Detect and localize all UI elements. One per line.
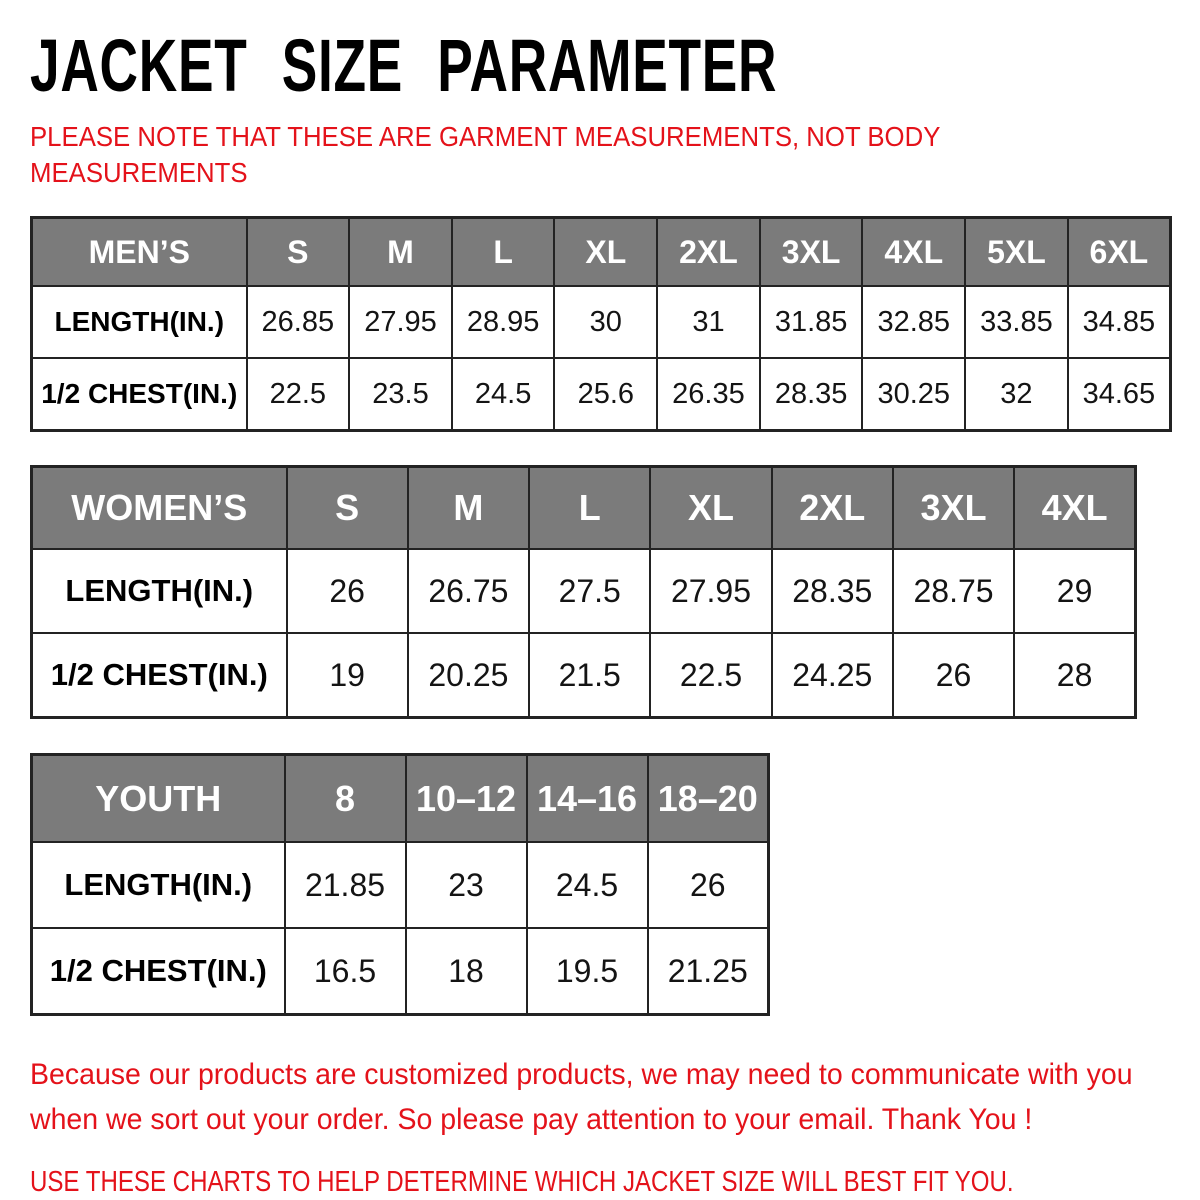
size-value-cell: 29	[1014, 549, 1135, 633]
size-value-cell: 28.75	[893, 549, 1014, 633]
size-value-cell: 27.95	[650, 549, 771, 633]
size-value-cell: 24.5	[527, 842, 648, 928]
table-title-cell: MEN’S	[32, 218, 247, 287]
size-value-cell: 23.5	[349, 358, 452, 431]
customization-notice-line-1: Because our products are customized products, we may need to communicate with you	[30, 1058, 1133, 1092]
size-column-header: XL	[554, 218, 657, 287]
size-value-cell: 20.25	[408, 633, 529, 718]
size-value-cell: 22.5	[650, 633, 771, 718]
size-column-header: XL	[650, 467, 771, 550]
header-row	[32, 755, 769, 843]
size-value-cell: 26.85	[247, 286, 350, 358]
size-column-header: 10–12	[406, 755, 527, 843]
size-value-cell: 28	[1014, 633, 1135, 718]
size-column-header: 2XL	[772, 467, 893, 550]
size-value-cell: 19.5	[527, 928, 648, 1015]
size-column-header: M	[349, 218, 452, 287]
header-row	[32, 218, 1171, 287]
table-row	[32, 549, 1136, 633]
size-value-cell: 26.35	[657, 358, 760, 431]
table-row	[32, 842, 769, 928]
table-title-cell: YOUTH	[32, 755, 285, 843]
page-title: JACKET SIZE PARAMETER	[30, 24, 778, 107]
size-column-header: L	[529, 467, 650, 550]
size-value-cell: 27.95	[349, 286, 452, 358]
size-value-cell: 21.5	[529, 633, 650, 718]
size-column-header: 4XL	[862, 218, 965, 287]
size-value-cell: 16.5	[285, 928, 406, 1015]
garment-measurement-note	[30, 119, 1172, 193]
table-row	[32, 928, 769, 1015]
size-value-cell: 26	[648, 842, 769, 928]
row-label: LENGTH(IN.)	[32, 549, 287, 633]
womens-size-table	[30, 465, 1137, 719]
size-column-header: 5XL	[965, 218, 1068, 287]
size-value-cell: 31.85	[760, 286, 863, 358]
size-column-header: S	[287, 467, 408, 550]
size-value-cell: 34.85	[1068, 286, 1171, 358]
size-value-cell: 30.25	[862, 358, 965, 431]
size-column-header: 14–16	[527, 755, 648, 843]
size-value-cell: 32	[965, 358, 1068, 431]
size-value-cell: 19	[287, 633, 408, 718]
size-value-cell: 26	[287, 549, 408, 633]
youth-size-table	[30, 753, 770, 1016]
row-label: 1/2 CHEST(IN.)	[32, 633, 287, 718]
size-column-header: 18–20	[648, 755, 769, 843]
chart-usage-instruction: USE THESE CHARTS TO HELP DETERMINE WHICH JACKET SIZE WILL BEST FIT YOU.	[30, 1166, 1014, 1199]
size-column-header: M	[408, 467, 529, 550]
size-value-cell: 28.35	[760, 358, 863, 431]
size-value-cell: 24.25	[772, 633, 893, 718]
note-line-2: MEASUREMENTS	[30, 157, 248, 189]
size-column-header: 2XL	[657, 218, 760, 287]
size-column-header: 3XL	[760, 218, 863, 287]
table-row	[32, 286, 1171, 358]
size-value-cell: 34.65	[1068, 358, 1171, 431]
customization-notice-line-2: when we sort out your order. So please pay attention to your email. Thank You !	[30, 1103, 1033, 1137]
table-row	[32, 633, 1136, 718]
size-column-header: 6XL	[1068, 218, 1171, 287]
size-column-header: 4XL	[1014, 467, 1135, 550]
table-title-cell: WOMEN’S	[32, 467, 287, 550]
size-value-cell: 26.75	[408, 549, 529, 633]
size-value-cell: 26	[893, 633, 1014, 718]
size-value-cell: 22.5	[247, 358, 350, 431]
row-label: 1/2 CHEST(IN.)	[32, 358, 247, 431]
size-value-cell: 31	[657, 286, 760, 358]
mens-size-table	[30, 216, 1172, 432]
size-value-cell: 21.25	[648, 928, 769, 1015]
note-line-1: PLEASE NOTE THAT THESE ARE GARMENT MEASUREMENTS, NOT BODY	[30, 120, 941, 152]
size-value-cell: 21.85	[285, 842, 406, 928]
size-value-cell: 23	[406, 842, 527, 928]
size-column-header: L	[452, 218, 555, 287]
size-value-cell: 18	[406, 928, 527, 1015]
size-value-cell: 28.95	[452, 286, 555, 358]
size-value-cell: 25.6	[554, 358, 657, 431]
header-row	[32, 467, 1136, 550]
size-value-cell: 33.85	[965, 286, 1068, 358]
size-value-cell: 27.5	[529, 549, 650, 633]
row-label: LENGTH(IN.)	[32, 286, 247, 358]
size-value-cell: 24.5	[452, 358, 555, 431]
customization-notice	[30, 1052, 1172, 1142]
size-value-cell: 32.85	[862, 286, 965, 358]
size-column-header: S	[247, 218, 350, 287]
size-value-cell: 28.35	[772, 549, 893, 633]
size-value-cell: 30	[554, 286, 657, 358]
size-column-header: 8	[285, 755, 406, 843]
table-row	[32, 358, 1171, 431]
row-label: LENGTH(IN.)	[32, 842, 285, 928]
row-label: 1/2 CHEST(IN.)	[32, 928, 285, 1015]
size-column-header: 3XL	[893, 467, 1014, 550]
